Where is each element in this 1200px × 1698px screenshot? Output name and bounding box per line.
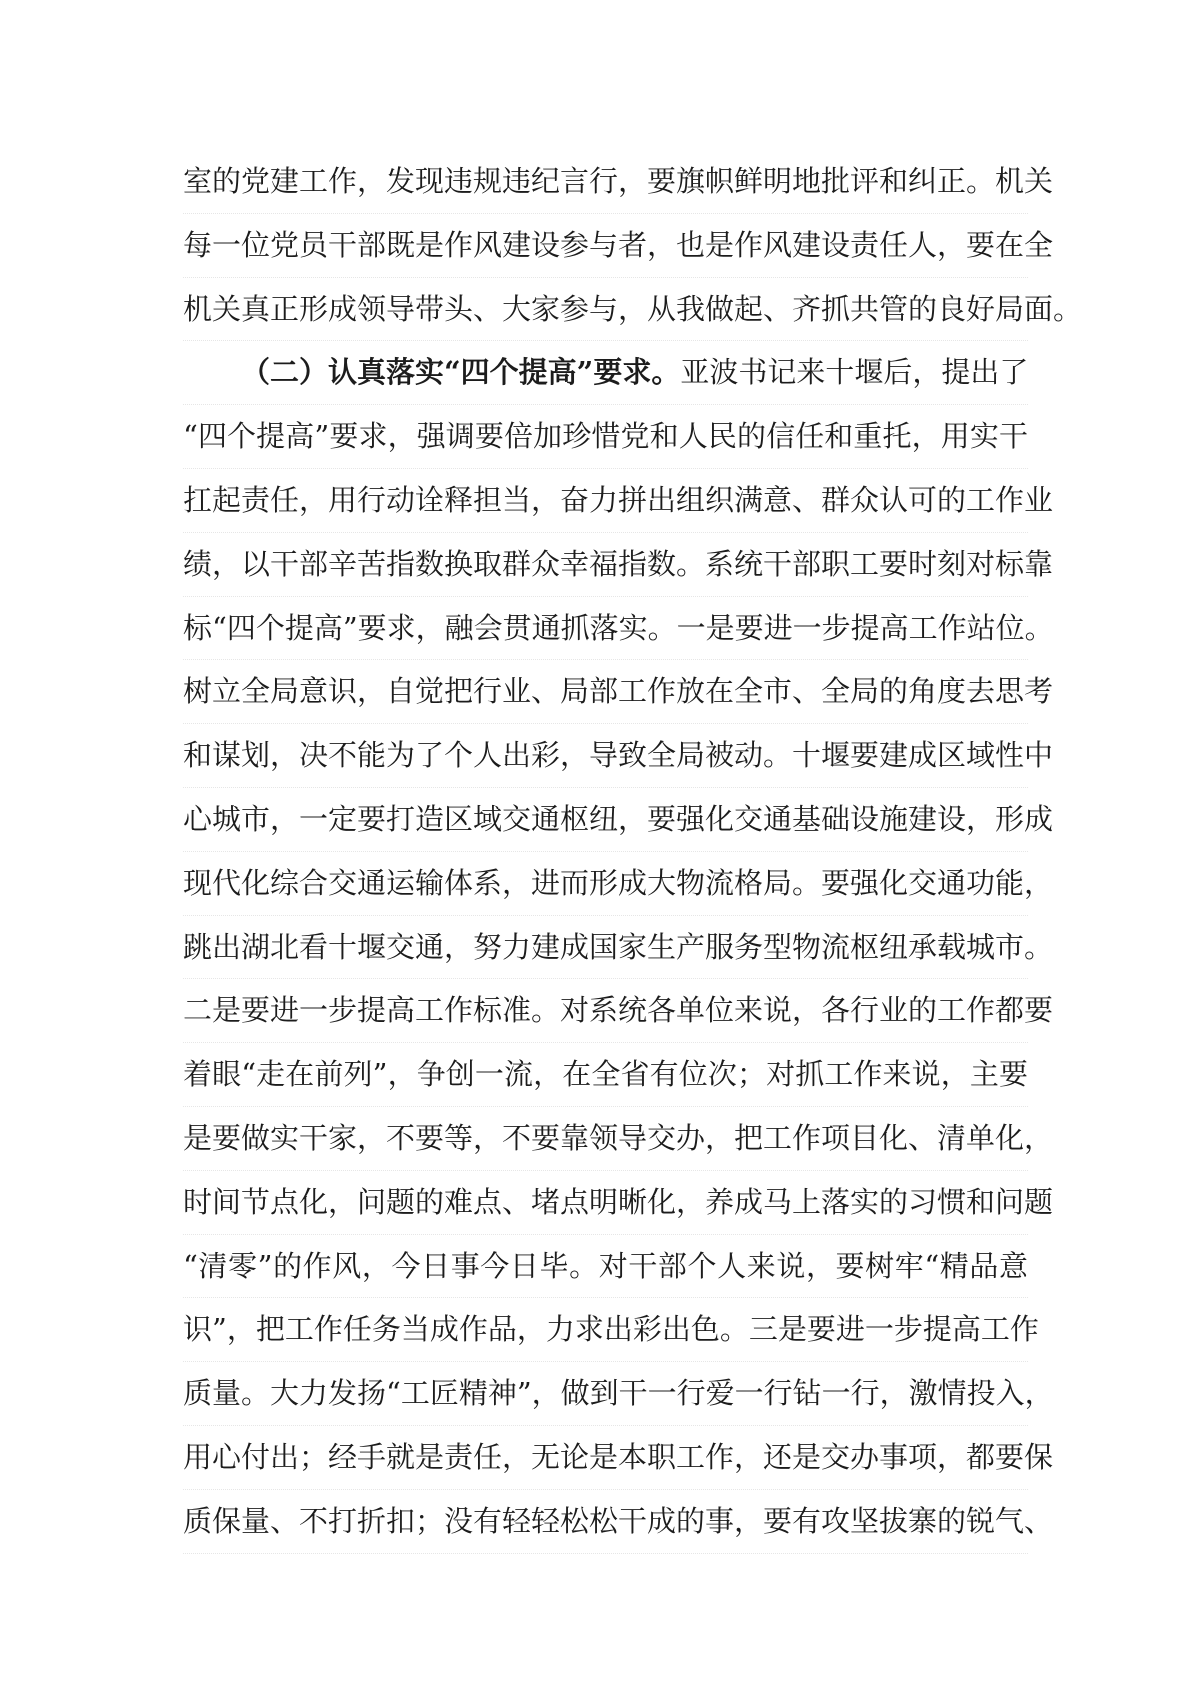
text-line-12: 现代化综合交通运输体系，进而形成大物流格局。要强化交通功能， [183, 852, 1028, 916]
text-line-8: 标“四个提高”要求，融会贯通抓落实。一是要进一步提高工作站位。 [183, 597, 1028, 661]
text-line-2: 每一位党员干部既是作风建设参与者，也是作风建设责任人，要在全 [183, 214, 1028, 278]
text-line-10: 和谋划，决不能为了个人出彩，导致全局被动。十堰要建成区域性中 [183, 724, 1028, 788]
text-line-17: 时间节点化，问题的难点、堵点明晰化，养成马上落实的习惯和问题 [183, 1171, 1028, 1235]
text-line-5: “四个提高”要求，强调要倍加珍惜党和人民的信任和重托，用实干 [183, 405, 1028, 469]
text-line-4-body: 亚波书记来十堰后，提出了 [680, 355, 1029, 390]
text-line-15: 着眼“走在前列”，争创一流，在全省有位次；对抓工作来说，主要 [183, 1043, 1028, 1107]
text-line-18: “清零”的作风，今日事今日毕。对干部个人来说，要树牢“精品意 [183, 1235, 1028, 1299]
section-heading: （二）认真落实“四个提高”要求。 [241, 355, 681, 390]
text-line-1: 室的党建工作，发现违规违纪言行，要旗帜鲜明地批评和纠正。机关 [183, 150, 1028, 214]
text-line-20: 质量。大力发扬“工匠精神”，做到干一行爱一行钻一行，激情投入， [183, 1362, 1028, 1426]
text-line-19: 识”，把工作任务当成作品，力求出彩出色。三是要进一步提高工作 [183, 1298, 1028, 1362]
text-line-4 [183, 341, 1028, 405]
text-line-16: 是要做实干家，不要等，不要靠领导交办，把工作项目化、清单化， [183, 1107, 1028, 1171]
text-line-3: 机关真正形成领导带头、大家参与，从我做起、齐抓共管的良好局面。 [183, 278, 1028, 342]
text-line-22: 质保量、不打折扣；没有轻轻松松干成的事，要有攻坚拔寨的锐气、 [183, 1490, 1028, 1554]
text-line-11: 心城市，一定要打造区域交通枢纽，要强化交通基础设施建设，形成 [183, 788, 1028, 852]
text-line-9: 树立全局意识，自觉把行业、局部工作放在全市、全局的角度去思考 [183, 660, 1028, 724]
text-line-7: 绩，以干部辛苦指数换取群众幸福指数。系统干部职工要时刻对标靠 [183, 533, 1028, 597]
body-text [183, 150, 1083, 1554]
text-line-14: 二是要进一步提高工作标准。对系统各单位来说，各行业的工作都要 [183, 979, 1028, 1043]
text-line-13: 跳出湖北看十堰交通，努力建成国家生产服务型物流枢纽承载城市。 [183, 916, 1028, 980]
text-line-6: 扛起责任，用行动诠释担当，奋力拼出组织满意、群众认可的工作业 [183, 469, 1028, 533]
text-line-21: 用心付出；经手就是责任，无论是本职工作，还是交办事项，都要保 [183, 1426, 1028, 1490]
